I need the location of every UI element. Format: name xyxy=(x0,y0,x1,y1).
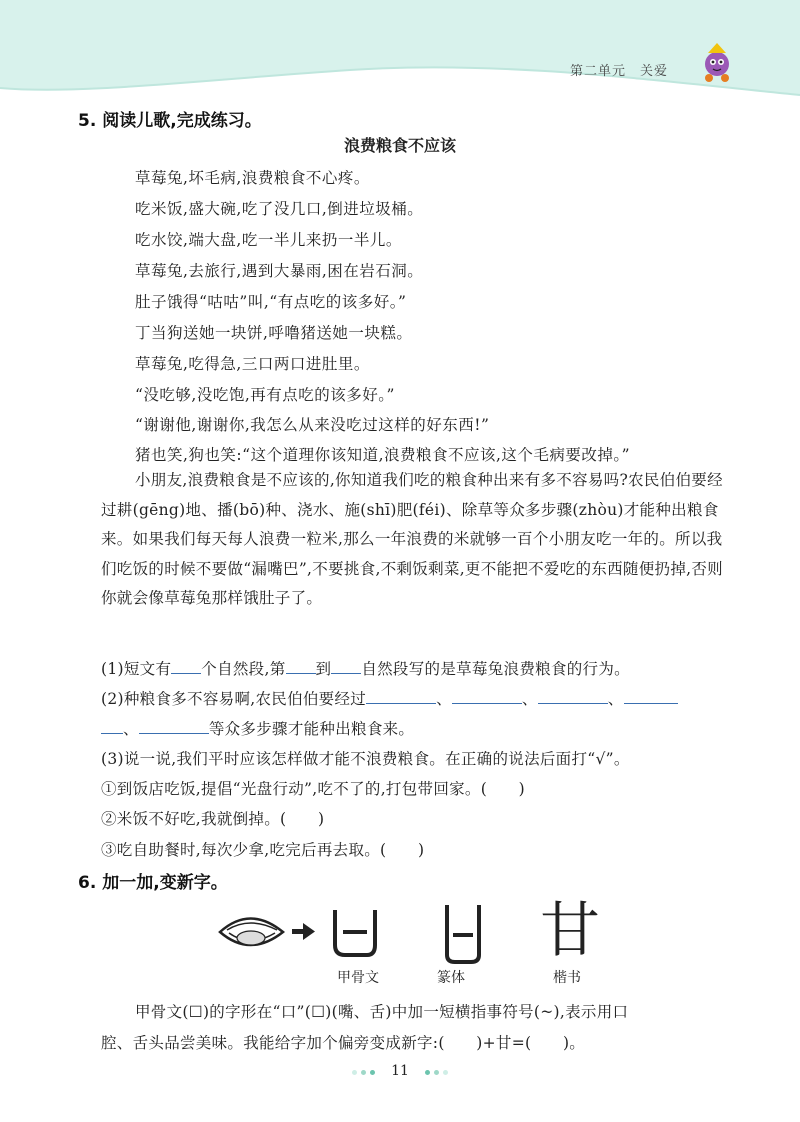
page-number-area xyxy=(0,1063,800,1079)
page-number: 11 xyxy=(391,1063,409,1079)
option-2[interactable]: ②米饭不好吃,我就倒掉。( ) xyxy=(101,810,325,828)
question-text: 加一加,变新字。 xyxy=(102,873,228,893)
poem-line: 草莓兔,去旅行,遇到大暴雨,困在岩石洞。 xyxy=(135,262,424,280)
question-number: 5. xyxy=(78,111,97,131)
question-5-title xyxy=(78,106,262,131)
poem-line: 草莓兔,吃得急,三口两口进肚里。 xyxy=(135,355,370,373)
sub1-text-d: 自然段写的是草莓兔浪费粮食的行为。 xyxy=(361,660,630,678)
option-3[interactable]: ③吃自助餐时,每次少拿,吃完后再去取。( ) xyxy=(101,841,425,859)
mascot-icon xyxy=(694,40,740,86)
caption-oracle-bone: 甲骨文 xyxy=(337,970,379,986)
regular-script-glyph: 甘 xyxy=(540,896,600,966)
poem-line: “谢谢他,谢谢你,我怎么从来没吃过这样的好东西!” xyxy=(135,416,490,434)
arrow-icon xyxy=(292,923,315,940)
answer-blank[interactable] xyxy=(538,689,608,704)
passage xyxy=(101,466,729,614)
passage-text: 小朋友,浪费粮食是不应该的,你知道我们吃的粮食种出来有多不容易吗?农民伯伯要经过耕(gēng)地、播(bō)种、浇水、施(shī)肥(féi)、除草等众多步骤(zhòu)才能种出粮食来。如果我们每天每人浪费一粒米,那么一年浪费的米就够一百个小朋友吃一年的。所以我们吃饭的时候不要做“漏嘴巴”,不要挑食,不剩饭剩菜,更不能把不爱吃的东西随便扔掉,否则你就会像草莓兔那样饿肚子了。 xyxy=(101,471,723,607)
sub1-text-b: 个自然段,第 xyxy=(201,660,286,678)
sub-question-2 xyxy=(101,687,678,709)
header-band xyxy=(0,0,800,120)
sub1-text-c: 到 xyxy=(315,660,332,678)
separator: 、 xyxy=(521,690,538,708)
answer-blank[interactable] xyxy=(171,659,201,674)
sub-question-1 xyxy=(101,657,630,679)
answer-blank[interactable] xyxy=(452,689,522,704)
question-number: 6. xyxy=(78,873,97,893)
answer-blank[interactable] xyxy=(286,659,316,674)
sub2-text-a: (2)种粮食多不容易啊,农民伯伯要经过 xyxy=(101,690,367,708)
unit-label: 第二单元 关爱 xyxy=(570,64,669,79)
seal-script-glyph xyxy=(447,905,479,962)
answer-blank[interactable] xyxy=(139,719,209,734)
sub-question-3: (3)说一说,我们平时应该怎样做才能不浪费粮食。在正确的说法后面打“√”。 xyxy=(101,750,630,768)
poem-line: “没吃够,没吃饱,再有点吃的该多好。” xyxy=(135,386,395,404)
oracle-bone-glyph xyxy=(335,910,375,955)
poem-line: 草莓兔,坏毛病,浪费粮食不心疼。 xyxy=(135,169,370,187)
separator: 、 xyxy=(123,720,139,738)
decorative-dots-left xyxy=(350,1063,377,1079)
question-6-title xyxy=(78,868,228,893)
caption-regular-script: 楷书 xyxy=(553,970,581,986)
poem-line: 丁当狗送她一块饼,呼噜猪送她一块糕。 xyxy=(135,324,413,342)
question-text: 阅读儿歌,完成练习。 xyxy=(102,111,262,131)
sub1-text-a: (1)短文有 xyxy=(101,660,172,678)
q6-explanation-line-2[interactable]: 腔、舌头品尝美味。我能给字加个偏旁变成新字:( )+甘=( )。 xyxy=(101,1034,586,1052)
mouth-illustration xyxy=(220,919,283,946)
poem-title: 浪费粮食不应该 xyxy=(343,136,456,155)
poem-line: 肚子饿得“咕咕”叫,“有点吃的该多好。” xyxy=(135,293,407,311)
poem-line: 猪也笑,狗也笑:“这个道理你该知道,浪费粮食不应该,这个毛病要改掉。” xyxy=(135,446,631,464)
answer-blank[interactable] xyxy=(366,689,436,704)
answer-blank[interactable] xyxy=(101,719,123,734)
separator: 、 xyxy=(436,690,452,708)
q6-explanation-line-1: 甲骨文(☐)的字形在“口”(☐)(嘴、舌)中加一短横指事符号(~),表示用口 xyxy=(135,1003,629,1021)
caption-seal-script: 篆体 xyxy=(437,970,465,986)
sub-question-2-cont xyxy=(101,717,414,739)
answer-blank[interactable] xyxy=(624,689,678,704)
decorative-dots-right xyxy=(423,1063,450,1079)
option-1[interactable]: ①到饭店吃饭,提倡“光盘行动”,吃不了的,打包带回家。( ) xyxy=(101,780,526,798)
poem-line: 吃水饺,端大盘,吃一半儿来扔一半儿。 xyxy=(135,231,402,249)
poem-line: 吃米饭,盛大碗,吃了没几口,倒进垃圾桶。 xyxy=(135,200,424,218)
answer-blank[interactable] xyxy=(331,659,361,674)
separator: 、 xyxy=(607,690,624,708)
sub2-text-b: 等众多步骤才能种出粮食来。 xyxy=(208,720,415,738)
